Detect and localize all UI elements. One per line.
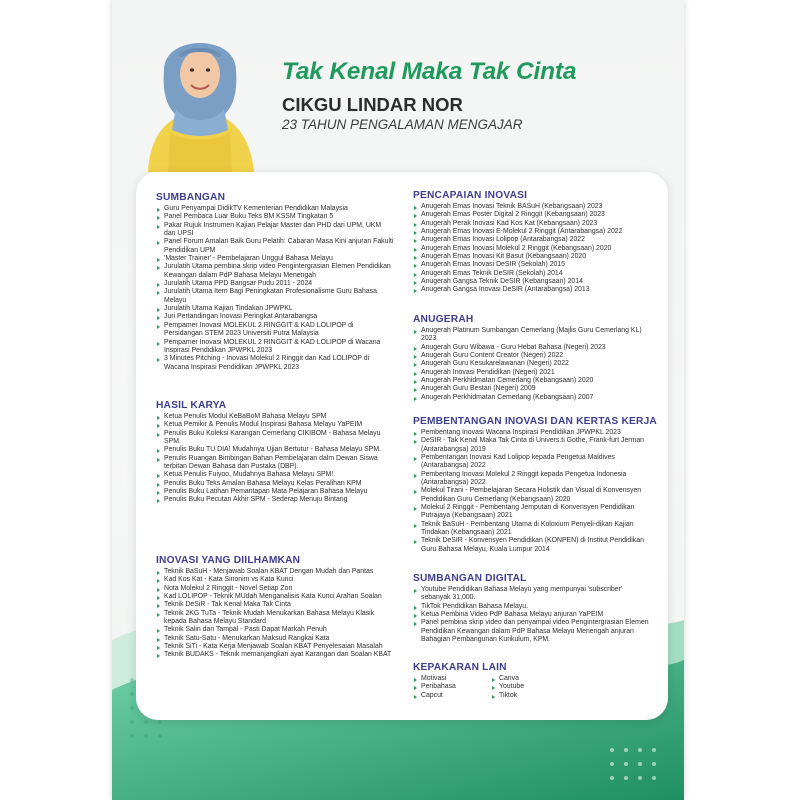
list-item: Peribahasa [413,683,491,691]
slogan-title: Tak Kenal Maka Tak Cinta [282,58,577,85]
list-item: Teknik BaSuH - Pembentang Utama di Koloxium Penyeli-dikan Kajian Tindakan (Kebangsaan) 2021 [413,521,655,538]
kepakaran-col-1 [413,675,491,700]
list-item: Ketua Pemikir & Penulis Modul Inspirasi Bahasa Melayu YaPEIM [156,421,394,429]
section-pembentangan [413,416,655,554]
list-item: Ketua Penulis Fuiyoo, Mudahnya Bahasa Melayu SPM! [156,471,394,479]
anugerah-list [413,327,651,402]
list-item: Pembentang Inovasi Molekul 2 Ringgit kepada Pengetua Indonesia (Antarabangsa) 2022 [413,471,655,488]
kepakaran-columns [413,674,651,700]
list-item: Pembentangan Inovasi Kad Lolipop kepada Pengetua Maldives (Antarabangsa) 2022 [413,454,655,471]
list-item: Molekul Tirani - Pembelajaran Secara Holistik dan Visual di Konvensyen Pendidikan Guru Cemerlang (Kebangsaan) 2020 [413,487,655,504]
list-item: Panel Forum Amalan Baik Guru Pelatih: Cabaran Masa Kini anjuran Fakulti Pendidikan UPM [156,238,394,255]
list-item: 3 Minutes Pitching - Inovasi Molekul 2 Ringgit dan Kad LOLIPOP di Wacana Inspirasi Pendidikan JPWPKL 2023 [156,355,394,372]
list-item: Juri Pertandingan Inovasi Peringkat Antarabangsa [156,313,394,321]
list-item: Kad LOLIPOP - Teknik MUdah Menganalisis Kata Kunci Arahan Soalan [156,593,394,601]
section-anugerah [413,314,651,402]
list-item: Kad Kos Kat - Kata Sinonim vs Kata Kunci [156,576,394,584]
list-item: Anugerah Gangsa Inovasi DeSIR (Antarabangsa) 2013 [413,286,651,294]
list-item: Nota Molekul 2 Ringgit - Novel Setiap Zon [156,585,394,593]
digital-list [413,586,651,644]
list-item: Penulis Buku Koleksi Karangan Cemerlang CIKIBOM - Bahasa Melayu SPM. [156,430,394,447]
list-item: Pempamer Inovasi MOLEKUL 2 RINGGIT & KAD LOLIPOP di Wacana Inspirasi Pendidikan JPWPKL 2023 [156,339,394,356]
list-item: Anugerah Guru Wibawa - Guru Hebat Bahasa (Negeri) 2023 [413,344,651,352]
list-item: Ketua Pembina Video PdP Bahasa Melayu anjuran YaPEIM [413,611,651,619]
list-item: Anugerah Perak Inovasi Kad Kos Kat (Kebangsaan) 2023 [413,220,651,228]
list-item: Molekul 2 Ringgit - Pembentang Jemputan di Konvensyen Pendidikan Putrajaya (Kebangsaan) 2021 [413,504,655,521]
list-item: Youtube Pendidikan Bahasa Melayu yang mempunyai 'subscriber' sebanyak 31,000. [413,586,651,603]
list-item: Anugerah Emas Inovasi Teknik BASuH (Kebangsaan) 2023 [413,203,651,211]
section-sumbangan [156,192,394,372]
list-item: Anugerah Emas Inovasi Kit Basut (Kebangsaan) 2020 [413,253,651,261]
list-item: Anugerah Perkhidmatan Cemerlang (Kebangsaan) 2020 [413,377,651,385]
list-item: Penulis Buku Pecutan Akhir SPM - Sederap Menuju Bintang [156,496,394,504]
list-item: Panel pembina skrip video dan penyampai video Pengintergrasian Elemen Pendidikan Kewangan dalam PdP Bahasa Melayu Menengah anjuran Bahagian Pembangunan Kurikulum, KPM. [413,619,651,644]
list-item: Anugerah Emas Inovasi DeSIR (Sekolah) 2015 [413,261,651,269]
list-item: Jurulatih Utama Item Bagi Peningkatan Profesionalisme Guru Bahasa Melayu [156,288,394,305]
section-title: SUMBANGAN [156,192,226,203]
section-inovasi [156,555,394,660]
list-item: Motivasi [413,675,491,683]
list-item: Anugerah Inovasi Pendidikan (Negeri) 2021 [413,369,651,377]
section-title: SUMBANGAN DIGITAL [413,573,527,584]
list-item: Teknik DeSIR - Konvensyen Pendidikan (KONPEN) di Institut Pendidikan Guru Bahasa Melayu, Kuala Lumpur 2014 [413,537,655,554]
list-item: Teknik BaSuH - Menjawab Soalan KBAT Dengan Mudah dan Pantas [156,568,394,576]
list-item: Jurulatih Utama pembina skrip video Pengintergrasian Elemen Pendidikan Kewangan dalam PdP Bahasa Melayu Menengah [156,263,394,280]
list-item: Youtube [491,683,569,691]
list-item: Anugerah Emas Teknik DeSIR (Sekolah) 2014 [413,270,651,278]
list-item: Anugerah Emas Inovasi Lolipop (Antarabangsa) 2022 [413,236,651,244]
section-title: HASIL KARYA [156,400,227,411]
section-title: PEMBENTANGAN INOVASI DAN KERTAS KERJA [413,416,657,427]
hasil-list [156,413,394,505]
teacher-portrait [140,12,260,172]
list-item: Capcut [413,692,491,700]
section-title: PENCAPAIAN INOVASI [413,190,528,201]
list-item: Teknik DeSiR - Tak Kenal Maka Tak Cinta [156,601,394,609]
list-item: TikTok Pendidikan Bahasa Melayu. [413,603,651,611]
list-item: Pempamer Inovasi MOLEKUL 2 RINGGIT & KAD LOLIPOP di Persidangan STEM 2023 Universiti Putra Malaysia [156,322,394,339]
list-item: Anugerah Guru Bestari (Negeri) 2009 [413,385,651,393]
inovasi-list [156,568,394,660]
list-item: Panel Pembaca Luar Buku Teks BM KSSM Tingkatan 5 [156,213,394,221]
list-item: Anugerah Emas Inovasi Molekul 2 Ringgit (Kebangsaan) 2020 [413,245,651,253]
list-item: Penulis Ruangan Bimbingan Bahan Pembelajaran dalm Dewan Siswa terbitan Dewan Bahasa dan Pustaka (DBP). [156,455,394,472]
section-title: KEPAKARAN LAIN [413,662,507,673]
list-item: Penulis Buku Latihan Pemantapan Mata Pelajaran Bahasa Melayu [156,488,394,496]
list-item: Teknik 2KG TuTa - Teknik Mudah Menukarkan Bahasa Melayu Klasik kepada Bahasa Melayu Standard [156,610,394,627]
kepakaran-col-2 [491,675,569,700]
list-item: Teknik Salin dan Tampal - Pasti Dapat Markah Penuh [156,626,394,634]
section-title: ANUGERAH [413,314,474,325]
list-item: Jurulatih Utama PPD Bangsar Pudu 2011 - 2024 [156,280,394,288]
pembentangan-list [413,429,655,554]
list-item: Teknik BUDAKS - Teknik memanjangkan ayat Karangan dan Soalan KBAT [156,651,394,659]
list-item: Jurulatih Utama Kajian Tindakan JPWPKL [156,305,394,313]
section-hasil-karya [156,400,394,505]
pencapaian-list [413,203,651,295]
list-item: Anugerah Gangsa Teknik DeSIR (Kebangsaan) 2014 [413,278,651,286]
section-pencapaian [413,190,651,295]
list-item: Anugerah Perkhidmatan Cemerlang (Kebangsaan) 2007 [413,394,651,402]
teacher-name: CIKGU LINDAR NOR [282,94,463,115]
list-item: Pembentang Inovasi Wacana Inspirasi Pendidikan JPWPKL 2023 [413,429,655,437]
list-item: Teknik Satu-Satu - Menukarkan Maksud Rangkai Kata [156,635,394,643]
list-item: Anugerah Platinum Sumbangan Cemerlang (Majlis Guru Cemerlang KL) 2023 [413,327,651,344]
sumbangan-list [156,205,394,372]
list-item: Teknik SiTi - Kata Kerja Menjawab Soalan KBAT Penyelesaian Masalah [156,643,394,651]
list-item: 'Master Trainer' - Pembelajaran Unggul Bahasa Melayu [156,255,394,263]
list-item: Pakar Rujuk Instrumen Kajian Pelajar Master dan PHD dari UPM, UKM dan UPSI [156,222,394,239]
section-title: INOVASI YANG DIILHAMKAN [156,555,301,566]
list-item: Canva [491,675,569,683]
experience-subtitle: 23 TAHUN PENGALAMAN MENGAJAR [282,117,523,132]
list-item: Penulis Buku TU DIA! Mudahnya Ujian Bertutur - Bahasa Melayu SPM. [156,446,394,454]
list-item: Tiktok [491,692,569,700]
section-sumbangan-digital [413,573,651,644]
list-item: Anugerah Guru Kesukarelawanan (Negeri) 2022 [413,360,651,368]
list-item: Ketua Penulis Modul KeBaBoM Bahasa Melayu SPM [156,413,394,421]
section-kepakaran [413,662,651,700]
list-item: Penulis Buku Teks Amalan Bahasa Melayu Kelas Peralihan KPM [156,480,394,488]
list-item: Guru Penyampai DidikTV Kementerian Pendidikan Malaysia [156,205,394,213]
list-item: DeSIR - Tak Kenal Maka Tak Cinta di Univers.ti Gothe, Frank-furt Jerman (Antarabangsa) 2019 [413,437,655,454]
list-item: Anugerah Emas Poster Digital 2 Ringgit (Kebangsaan) 2023 [413,211,651,219]
list-item: Anugerah Emas Inovasi E-Molekul 2 Ringgit (Antarabangsa) 2022 [413,228,651,236]
list-item: Anugerah Guru Content Creator (Negeri) 2022 [413,352,651,360]
